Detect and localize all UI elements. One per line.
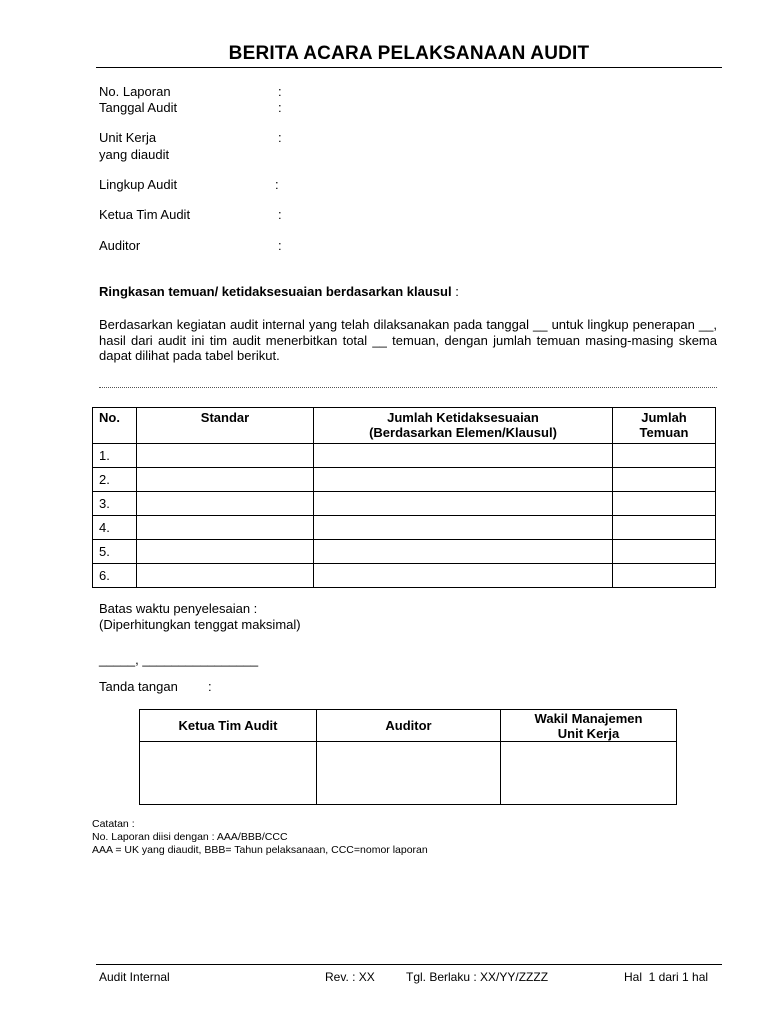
cell-jumlah-ketidaksesuaian[interactable] (314, 468, 613, 492)
signature-row (140, 742, 677, 805)
cell-jumlah-ketidaksesuaian[interactable] (314, 540, 613, 564)
field-label: Auditor (99, 238, 141, 253)
field-label: Unit Kerja (99, 130, 157, 145)
notes-line: AAA = UK yang diaudit, BBB= Tahun pelaksanaan, CCC=nomor laporan (92, 844, 428, 856)
cell-standar[interactable] (137, 540, 314, 564)
cell-jumlah-ketidaksesuaian[interactable] (314, 492, 613, 516)
deadline-note: (Diperhitungkan tenggat maksimal) (99, 617, 301, 632)
field-colon: : (278, 130, 282, 145)
summary-heading (99, 284, 459, 299)
summary-heading-colon: : (451, 284, 459, 299)
cell-jumlah-temuan[interactable] (613, 540, 716, 564)
footer-effective-date: Tgl. Berlaku : XX/YY/ZZZZ (406, 970, 549, 984)
header-line: Unit Kerja (557, 725, 620, 741)
cell-standar[interactable] (137, 516, 314, 540)
header-line: Jumlah (641, 410, 687, 425)
field-colon: : (275, 177, 279, 192)
cell-jumlah-temuan[interactable] (613, 564, 716, 588)
signature-table (139, 709, 677, 805)
column-header-auditor: Auditor (317, 710, 501, 742)
signature-box-ketua[interactable] (140, 742, 317, 805)
table-row (93, 492, 716, 516)
header-line: Wakil Manajemen (534, 710, 643, 726)
notes-line: No. Laporan diisi dengan : AAA/BBB/CCC (92, 831, 288, 843)
header-line: Temuan (639, 425, 689, 440)
title-underline (96, 67, 722, 68)
column-header-standar: Standar (137, 408, 314, 444)
table-row (93, 540, 716, 564)
field-label: Tanggal Audit (99, 100, 178, 115)
cell-jumlah-temuan[interactable] (613, 492, 716, 516)
summary-heading-text: Ringkasan temuan/ ketidaksesuaian berdasarkan klausul (99, 284, 452, 299)
footer-rule (96, 964, 722, 965)
field-colon: : (278, 84, 282, 99)
cell-jumlah-temuan[interactable] (613, 468, 716, 492)
cell-jumlah-temuan[interactable] (613, 516, 716, 540)
header-line: Jumlah Ketidaksesuaian (387, 410, 539, 425)
field-label: Ketua Tim Audit (99, 207, 191, 222)
findings-table-header (93, 408, 716, 444)
deadline-label: Batas waktu penyelesaian : (99, 601, 258, 616)
summary-paragraph: Berdasarkan kegiatan audit internal yang telah dilaksanakan pada tanggal __ untuk lingkup penerapan __, hasil dari audit ini tim audit menerbitkan total __ temuan, dengan jumlah temuan masing-masing skema dapat dilihat pada tabel berikut. (99, 317, 717, 363)
row-number: 2. (93, 468, 137, 492)
cell-standar[interactable] (137, 444, 314, 468)
field-colon: : (278, 238, 282, 253)
notes-line: Catatan : (92, 818, 135, 830)
cell-standar[interactable] (137, 492, 314, 516)
table-row (93, 564, 716, 588)
signature-label: Tanda tangan (99, 679, 178, 694)
field-label: Lingkup Audit (99, 177, 178, 192)
field-label: yang diaudit (99, 147, 170, 162)
row-number: 4. (93, 516, 137, 540)
footer-revision: Rev. : XX (325, 970, 375, 984)
column-header-wakil-manajemen (501, 710, 677, 742)
signature-table-header (140, 710, 677, 742)
signature-box-auditor[interactable] (317, 742, 501, 805)
table-row (93, 468, 716, 492)
field-colon: : (278, 207, 282, 222)
table-row (93, 516, 716, 540)
header-line: (Berdasarkan Elemen/Klausul) (369, 425, 557, 440)
dotted-separator (99, 387, 717, 388)
row-number: 3. (93, 492, 137, 516)
column-header-jumlah-ketidaksesuaian (314, 408, 613, 444)
deadline-block (99, 601, 301, 633)
column-header-no: No. (93, 408, 137, 444)
field-label: No. Laporan (99, 84, 171, 99)
date-blank-field[interactable]: _____, ________________ (99, 652, 259, 667)
document-title: BERITA ACARA PELAKSANAAN AUDIT (228, 43, 590, 64)
cell-jumlah-ketidaksesuaian[interactable] (314, 564, 613, 588)
footer-department: Audit Internal (99, 970, 170, 984)
field-colon: : (278, 100, 282, 115)
notes-block (92, 818, 428, 857)
row-number: 6. (93, 564, 137, 588)
footer-page-number: Hal 1 dari 1 hal (624, 970, 709, 984)
signature-colon: : (208, 679, 212, 694)
cell-jumlah-temuan[interactable] (613, 444, 716, 468)
column-header-jumlah-temuan (613, 408, 716, 444)
row-number: 1. (93, 444, 137, 468)
row-number: 5. (93, 540, 137, 564)
column-header-ketua-tim-audit: Ketua Tim Audit (140, 710, 317, 742)
cell-jumlah-ketidaksesuaian[interactable] (314, 444, 613, 468)
signature-box-wakil-manajemen[interactable] (501, 742, 677, 805)
findings-table (92, 407, 716, 588)
table-row (93, 444, 716, 468)
cell-jumlah-ketidaksesuaian[interactable] (314, 516, 613, 540)
cell-standar[interactable] (137, 468, 314, 492)
cell-standar[interactable] (137, 564, 314, 588)
